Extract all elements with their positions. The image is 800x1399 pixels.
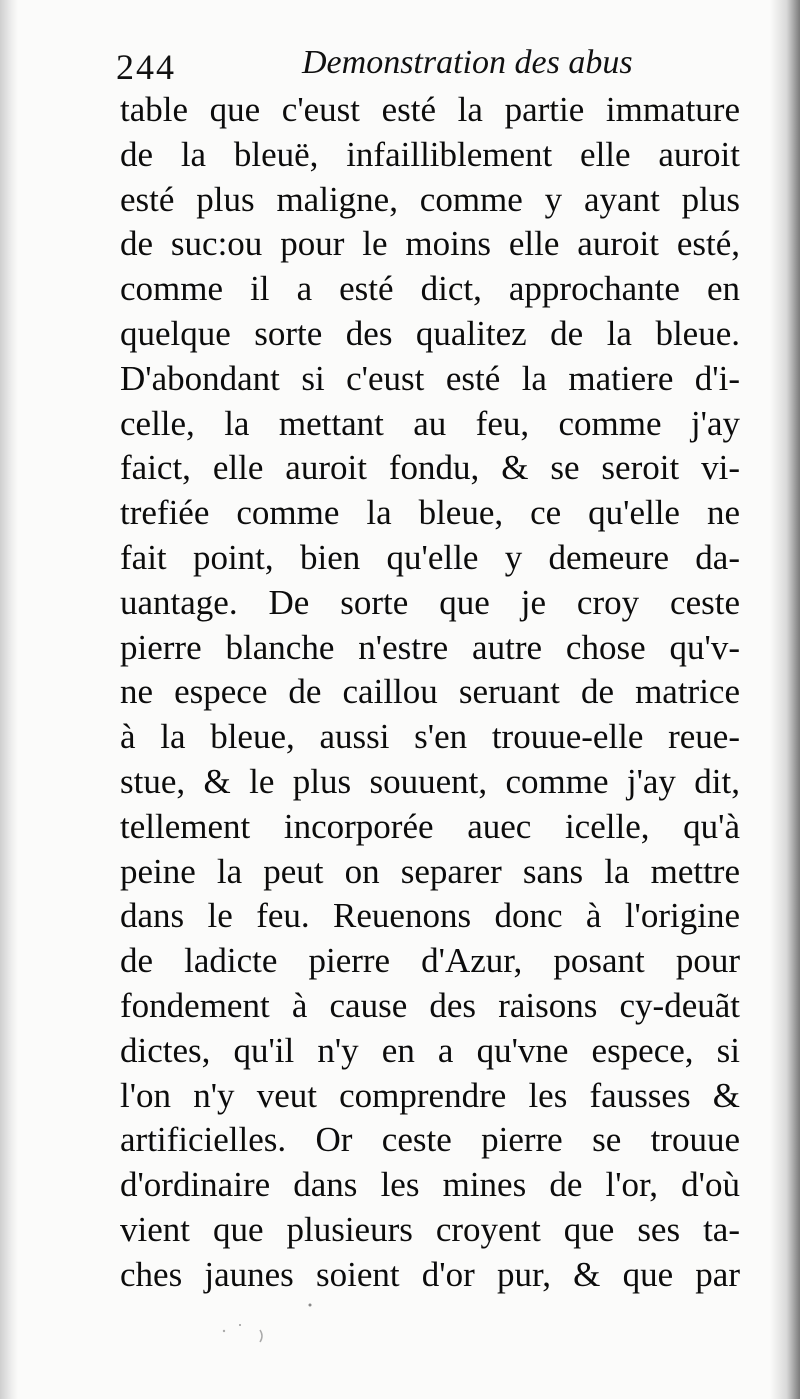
text-line: pierre blanche n'estre autre chose qu'v-: [120, 627, 740, 667]
text-line: fondement à cause des raisons cy-deuãt: [120, 985, 740, 1025]
text-line: trefiée comme la bleue, ce qu'elle ne: [120, 493, 740, 533]
text-line: artificielles. Or ceste pierre se trouue: [120, 1120, 740, 1160]
text-line: celle, la mettant au feu, comme j'ay: [120, 403, 740, 443]
text-line: de la bleuë, infailliblement elle auroit: [120, 134, 740, 174]
text-line: de ladicte pierre d'Azur, posant pour: [120, 941, 740, 981]
text-line: peine la peut on separer sans la mettre: [120, 851, 740, 891]
running-head: [116, 40, 736, 92]
text-line: ches jaunes soient d'or pur, & que par: [120, 1254, 740, 1294]
text-line: table que c'eust esté la partie immature: [120, 90, 740, 129]
page-edge-shadow: [770, 0, 800, 1399]
text-line: tellement incorporée auec icelle, qu'à: [120, 806, 740, 846]
text-line: uantage. De sorte que je croy ceste: [120, 582, 740, 622]
text-line: l'on n'y veut comprendre les fausses &: [120, 1075, 740, 1115]
text-line: faict, elle auroit fondu, & se seroit vi-: [120, 448, 740, 488]
text-line: esté plus maligne, comme y ayant plus: [120, 179, 740, 219]
page-number: 244: [116, 47, 176, 87]
text-line: quelque sorte des qualitez de la bleue.: [120, 313, 740, 353]
text-line: de suc:ou pour le moins elle auroit esté,: [120, 224, 740, 264]
text-line: d'ordinaire dans les mines de l'or, d'où: [120, 1165, 740, 1205]
text-line: fait point, bien qu'elle y demeure da-: [120, 537, 740, 577]
text-line: vient que plusieurs croyent que ses ta-: [120, 1209, 740, 1249]
text-line: dictes, qu'il n'y en a qu'vne espece, si: [120, 1030, 740, 1070]
running-title: Demonstration des abus: [302, 44, 633, 81]
text-line: D'abondant si c'eust esté la matiere d'i-: [120, 358, 740, 398]
paper-specks: [200, 1295, 500, 1355]
text-line: à la bleue, aussi s'en trouue-elle reue-: [120, 717, 740, 757]
body-text: [120, 88, 740, 1298]
text-line: dans le feu. Reuenons donc à l'origine: [120, 896, 740, 936]
text-line: ne espece de caillou seruant de matrice: [120, 672, 740, 712]
binding-gutter: [0, 0, 18, 1399]
text-line: stue, & le plus souuent, comme j'ay dit,: [120, 761, 740, 801]
text-line: comme il a esté dict, approchante en: [120, 269, 740, 309]
